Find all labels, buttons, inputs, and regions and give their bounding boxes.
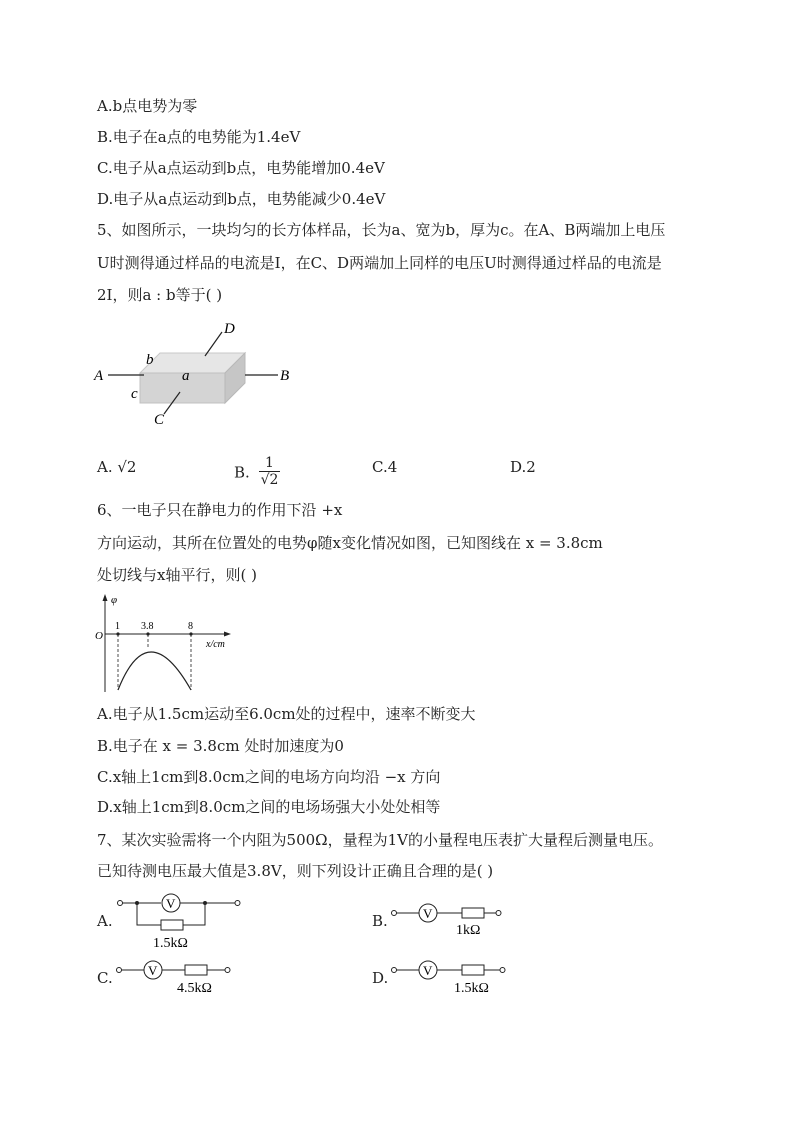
q7-stem-line1: 7、某次实验需将一个内阻为500Ω，量程为1V的小量程电压表扩大量程后测量电压。 bbox=[97, 831, 663, 849]
terminal-right bbox=[496, 911, 501, 916]
q5-option-a: A. √2 bbox=[97, 458, 137, 476]
label-c: c bbox=[131, 386, 138, 402]
q5-option-c: C.4 bbox=[372, 458, 398, 476]
resistor-value: 4.5kΩ bbox=[177, 981, 212, 996]
resistor-value: 1.5kΩ bbox=[153, 936, 188, 951]
fraction-numerator: 1 bbox=[259, 455, 281, 472]
resistor bbox=[462, 908, 484, 918]
graph-tick-8: 8 bbox=[188, 621, 193, 632]
terminal-left bbox=[392, 911, 397, 916]
q5-block-figure bbox=[90, 318, 300, 438]
label-C: C bbox=[154, 412, 165, 428]
resistor bbox=[462, 965, 484, 975]
lead-d bbox=[205, 332, 222, 356]
q5-stem-line3: 2I，则a : b等于( ) bbox=[97, 286, 223, 304]
q6-stem-line2: 方向运动，其所在位置处的电势φ随x变化情况如图，已知图线在 x = 3.8cm bbox=[97, 534, 603, 552]
resistor bbox=[161, 920, 183, 930]
terminal-left bbox=[118, 901, 123, 906]
q7-circuit-a bbox=[115, 893, 245, 953]
x-axis-arrow bbox=[224, 632, 231, 637]
q5-option-d: D.2 bbox=[510, 458, 536, 476]
q6-stem-line3: 处切线与x轴平行，则( ) bbox=[97, 566, 257, 584]
q6-potential-graph bbox=[95, 592, 235, 694]
terminal-right bbox=[235, 901, 240, 906]
q7-stem-line2: 已知待测电压最大值是3.8V，则下列设计正确且合理的是( ) bbox=[97, 862, 494, 880]
q5-stem-line2: U时测得通过样品的电流是I，在C、D两端加上同样的电压U时测得通过样品的电流是 bbox=[97, 254, 662, 272]
graph-origin: O bbox=[95, 630, 103, 642]
q7-option-a-label: A. bbox=[97, 912, 113, 930]
q6-option-b: B.电子在 x = 3.8cm 处时加速度为0 bbox=[97, 737, 344, 755]
graph-tick-3-8: 3.8 bbox=[141, 621, 154, 632]
potential-curve bbox=[118, 652, 191, 690]
q7-option-c-label: C. bbox=[97, 969, 113, 987]
voltmeter-symbol: V bbox=[166, 896, 176, 911]
q7-circuit-c bbox=[115, 957, 240, 997]
wire bbox=[137, 903, 161, 925]
label-b: b bbox=[146, 352, 154, 368]
y-axis-arrow bbox=[103, 594, 108, 601]
tick-dot-1 bbox=[116, 632, 119, 635]
terminal-right bbox=[225, 968, 230, 973]
q6-option-a: A.电子从1.5cm运动至6.0cm处的过程中，速率不断变大 bbox=[97, 705, 476, 723]
graph-tick-1: 1 bbox=[115, 621, 120, 632]
voltmeter-symbol: V bbox=[148, 963, 158, 978]
label-A: A bbox=[94, 368, 104, 384]
q5-stem-line1: 5、如图所示，一块均匀的长方体样品，长为a、宽为b，厚为c。在A、B两端加上电压 bbox=[97, 221, 666, 239]
q5-option-b-fraction bbox=[259, 455, 281, 488]
graph-ylabel: φ bbox=[111, 594, 118, 606]
fraction-denominator: √2 bbox=[260, 472, 279, 488]
q6-stem-line1: 6、一电子只在静电力的作用下沿 +x bbox=[97, 501, 343, 519]
terminal-left bbox=[117, 968, 122, 973]
tick-dot-3-8 bbox=[146, 632, 149, 635]
label-D: D bbox=[224, 321, 235, 337]
voltmeter-symbol: V bbox=[423, 906, 433, 921]
label-B: B bbox=[280, 368, 290, 384]
q6-option-c: C.x轴上1cm到8.0cm之间的电场方向均沿 −x 方向 bbox=[97, 768, 441, 786]
wire bbox=[183, 903, 205, 925]
terminal-right bbox=[500, 968, 505, 973]
label-a: a bbox=[182, 368, 190, 384]
q4-option-d: D.电子从a点运动到b点，电势能减少0.4eV bbox=[97, 190, 386, 208]
q7-circuit-b bbox=[390, 900, 510, 940]
q7-option-b-label: B. bbox=[372, 912, 388, 930]
voltmeter-symbol: V bbox=[423, 963, 433, 978]
resistor bbox=[185, 965, 207, 975]
q6-option-d: D.x轴上1cm到8.0cm之间的电场场强大小处处相等 bbox=[97, 798, 441, 816]
q4-option-b: B.电子在a点的电势能为1.4eV bbox=[97, 128, 301, 146]
q7-option-d-label: D. bbox=[372, 969, 389, 987]
q4-option-a: A.b点电势为零 bbox=[97, 97, 198, 115]
tick-dot-8 bbox=[189, 632, 192, 635]
q5-option-b-label: B. bbox=[234, 463, 250, 482]
q4-option-c: C.电子从a点运动到b点，电势能增加0.4eV bbox=[97, 159, 385, 177]
resistor-value: 1kΩ bbox=[456, 923, 481, 938]
graph-xlabel: x/cm bbox=[206, 639, 225, 650]
resistor-value: 1.5kΩ bbox=[454, 981, 489, 996]
terminal-left bbox=[392, 968, 397, 973]
q7-circuit-d bbox=[390, 957, 515, 997]
q5-option-b bbox=[234, 457, 280, 490]
